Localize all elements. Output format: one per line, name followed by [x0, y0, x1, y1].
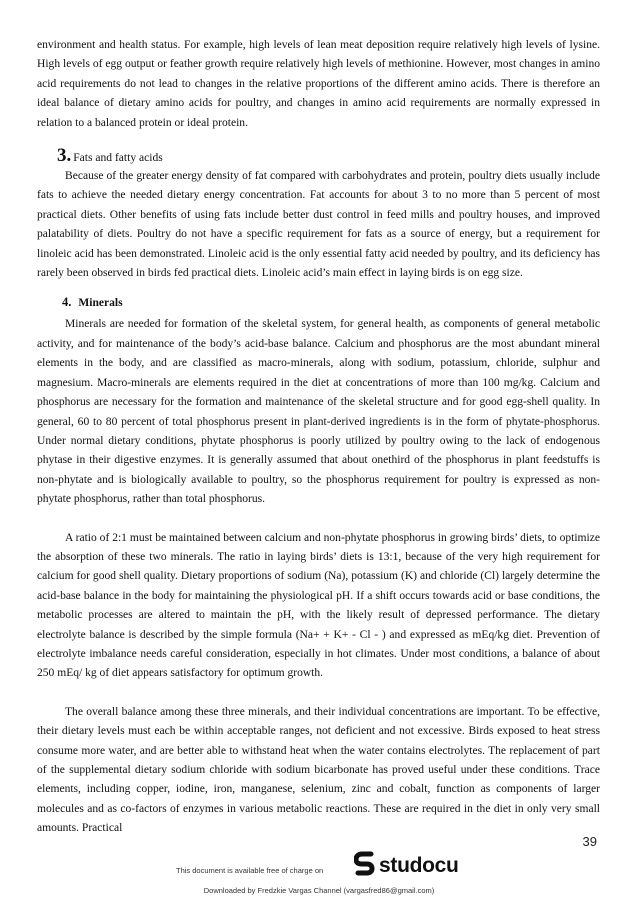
section-3-heading: [57, 145, 600, 167]
studocu-logo[interactable]: [354, 852, 459, 880]
footer-download-text: Downloaded by Fredzkie Vargas Channel (vargasfred86@gmail.com): [203, 886, 435, 895]
document-page: [37, 36, 600, 839]
studocu-logo-icon: [354, 851, 376, 882]
section-3-paragraph: Because of the greater energy density of fat compared with carbohydrates and protein, poultry diets usually include fats to achieve the needed dietary energy concentration. Fat accounts for about 3 to no more than 5 percent of most practical diets. Other benefits of using fats include better dust control in feed mills and poultry houses, and improved palatability of diets. Poultry do not have a specific requirement for fats as a source of energy, but a requirement for linoleic acid has been demonstrated. Linoleic acid is the only essential fatty acid needed by poultry, and its deficiency has rarely been observed in birds fed practical diets. Linoleic acid’s main effect in laying birds is on egg size.: [37, 170, 600, 280]
studocu-brand-text: studocu: [379, 854, 459, 877]
section-4-title: Minerals: [78, 297, 123, 310]
intro-paragraph: environment and health status. For example, high levels of lean meat deposition require relatively high levels of lysine. High levels of egg output or feather growth require relatively high levels of methionine. However, most changes in amino acid requirements do not lead to changes in the relative proportions of the different amino acids. There is therefore an ideal balance of dietary amino acids for poultry, and changes in amino acid requirements are normally expressed in relation to a balanced protein or ideal protein.: [37, 39, 600, 129]
section-4-number: 4.: [62, 295, 72, 310]
section-3-number: 3.: [57, 145, 72, 167]
page-number: 39: [582, 834, 597, 849]
section-4-paragraph-3: The overall balance among these three minerals, and their individual concentrations are important. To be effective, their dietary levels must each be within acceptable ranges, not deficient and not excessive. Birds exposed to heat stress consume more water, and are better able to withstand heat when the water contains electrolytes. The replacement of part of the supplemental dietary sodium chloride with sodium bicarbonate has proved useful under these conditions. Trace elements, including copper, iodine, iron, manganese, selenium, zinc and cobalt, function as components of larger molecules and as co-factors of enzymes in various metabolic reactions. These are required in the diet in only very small amounts. Practical: [37, 705, 600, 835]
section-4-paragraph-1: Minerals are needed for formation of the skeletal system, for general health, as components of general metabolic activity, and for maintenance of the body’s acid-base balance. Calcium and phosphorus are the most abundant mineral elements in the body, and are classified as macro-minerals, along with sodium, potassium, chloride, sulphur and magnesium. Macro-minerals are elements required in the diet at concentrations of more than 100 mg/kg. Calcium and phosphorus are necessary for the formation and maintenance of the skeletal structure and for good egg-shell quality. In general, 60 to 80 percent of total phosphorus present in plant-derived ingredients is in the form of phytate-phosphorus. Under normal dietary conditions, phytate phosphorus is poorly utilized by poultry owing to the lack of endogenous phytase in their digestive enzymes. It is generally assumed that about onethird of the phosphorus in plant feedstuffs is non-phytate and is biologically available to poultry, so the phosphorus requirement for poultry is expressed as non-phytate phosphorus, rather than total phosphorus.: [37, 318, 600, 506]
paragraph-gap: [37, 510, 600, 529]
paragraph-gap: [37, 684, 600, 703]
section-3-title: Fats and fatty acids: [73, 152, 163, 165]
section-4-heading: [62, 295, 600, 315]
section-4-paragraph-2: A ratio of 2:1 must be maintained between calcium and non-phytate phosphorus in growing birds’ diets, to optimize the absorption of these two minerals. The ratio in laying birds’ diets is 13:1, because of the very high requirement for calcium for good shell quality. Dietary proportions of sodium (Na), potassium (K) and chloride (Cl) largely determine the acid-base balance in the body for maintaining the physiological pH. If a shift occurs towards acid or base conditions, the metabolic processes are altered to maintain the pH, with the likely result of depressed performance. The dietary electrolyte balance is described by the simple formula (Na+ + K+ - Cl - ) and expressed as mEq/kg diet. Prevention of electrolyte imbalance needs careful consideration, especially in hot climates. Under most conditions, a balance of about 250 mEq/ kg of diet appears satisfactory for optimum growth.: [37, 531, 600, 680]
footer-free-text: This document is available free of charge on: [176, 866, 324, 875]
